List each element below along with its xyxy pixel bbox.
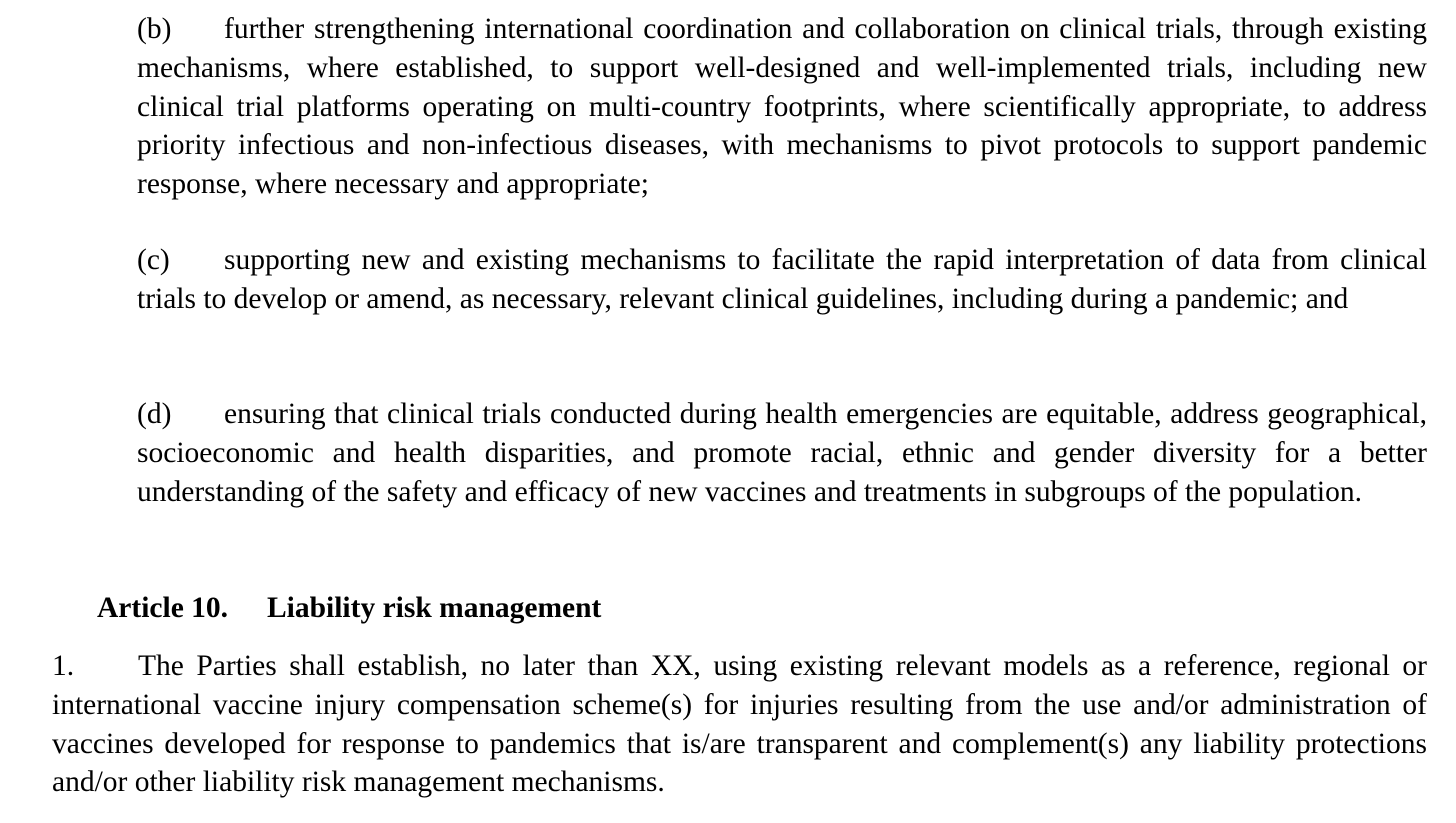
article-title: Liability risk management — [267, 592, 602, 624]
subparagraph-c — [137, 241, 1427, 319]
subparagraph-text: ensuring that clinical trials conducted during health emergencies are equitable, address geographical, socioeconomic and health disparities, and promote racial, ethnic and gender diversity for a better understanding of the safety and efficacy of new vaccines and treatments in subgroups of the population. — [137, 398, 1427, 508]
paragraph-text: The Parties shall establish, no later than XX, using existing relevant models as a reference, regional or international vaccine injury compensation scheme(s) for injuries resulting from the use and/or administration of vaccines developed for response to pandemics that is/are transparent and complement(s) any liability protections and/or other liability risk management mechanisms. — [52, 650, 1427, 799]
article-paragraph-1 — [52, 647, 1427, 802]
paragraph-marker: 1. — [52, 650, 75, 682]
subparagraph-text: further strengthening international coordination and collaboration on clinical trials, through existing mechanisms, where established, to support well-designed and well-implemented trials, including new clinical trial platforms operating on multi-country footprints, where scientifically appropriate, to address priority infectious and non-infectious diseases, with mechanisms to pivot protocols to support pandemic response, where necessary and appropriate; — [137, 13, 1427, 201]
article-number: Article 10. — [97, 592, 229, 624]
article-heading — [97, 589, 601, 628]
subparagraph-b — [137, 10, 1427, 204]
subparagraph-marker: (b) — [137, 13, 172, 45]
subparagraph-marker: (d) — [137, 398, 172, 430]
subparagraph-marker: (c) — [137, 244, 170, 276]
subparagraph-text: supporting new and existing mechanisms to facilitate the rapid interpretation of data from clinical trials to develop or amend, as necessary, relevant clinical guidelines, including during a pandemic; and — [137, 244, 1427, 315]
subparagraph-d — [137, 395, 1427, 511]
